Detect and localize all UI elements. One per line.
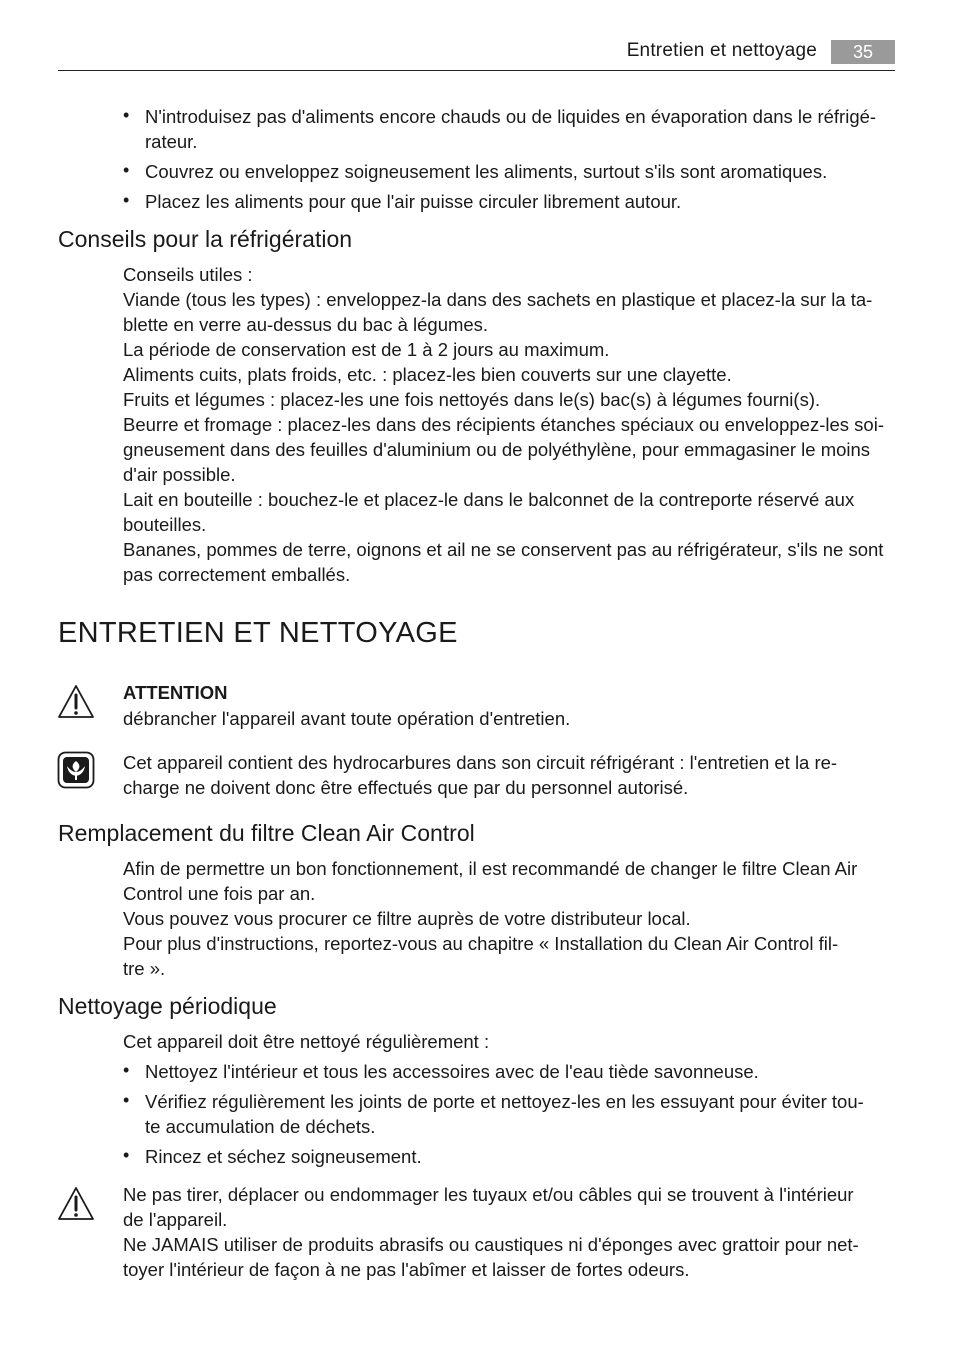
bullet-dot: • [123,1090,130,1110]
filtre-body [123,856,857,981]
environment-note [123,750,837,800]
header-title: Entretien et nettoyage [626,40,817,61]
bullet-dot: • [123,1060,130,1080]
filtre-line: Control une fois par an. [123,883,316,904]
conseils-line: Beurre et fromage : placez-les dans des récipients étanches spéciaux ou enveloppez-les soi- [123,414,884,435]
conseils-line: d'air possible. [123,464,236,485]
nettoyage-bullet-2-line-1: Vérifiez régulièrement les joints de porte et nettoyez-les en les essuyant pour éviter tou- [145,1091,864,1112]
bullet-dot: • [123,160,130,180]
filtre-line: Pour plus d'instructions, reportez-vous au chapitre « Installation du Clean Air Control fil- [123,933,839,954]
conseils-line: bouteilles. [123,514,207,535]
env-note-line: Cet appareil contient des hydrocarbures dans son circuit réfrigérant : l'entretien et la re- [123,752,838,773]
intro-bullet-3: Placez les aliments pour que l'air puisse circuler librement autour. [145,191,682,212]
nettoyage-bullet-3: Rincez et séchez soigneusement. [145,1146,422,1167]
intro-bullet-1-line-2: rateur. [145,131,198,152]
conseils-line: blette en verre au-dessus du bac à légumes. [123,314,489,335]
page-header [58,40,895,70]
header-divider [58,70,895,71]
bullet-dot: • [123,1145,130,1165]
nettoyage-intro: Cet appareil doit être nettoyé régulièrement : [123,1031,490,1052]
bullet-dot: • [123,190,130,210]
conseils-line: Lait en bouteille : bouchez-le et placez-le dans le balconnet de la contreporte réservé aux [123,489,855,510]
final-warning [123,1182,859,1282]
final-warning-line: de l'appareil. [123,1209,228,1230]
conseils-line: Bananes, pommes de terre, oignons et ail ne se conservent pas au réfrigérateur, s'ils ne sont [123,539,884,560]
nettoyage-bullet-2-line-2: te accumulation de déchets. [145,1116,376,1137]
filtre-line: tre ». [123,958,166,979]
section-title: ENTRETIEN ET NETTOYAGE [58,617,458,649]
env-note-line: charge ne doivent donc être effectués que par du personnel autorisé. [123,777,689,798]
warning-triangle-icon [57,1186,95,1224]
nettoyage-bullet-1: Nettoyez l'intérieur et tous les accessoires avec de l'eau tiède savonneuse. [145,1061,759,1082]
conseils-heading: Conseils pour la réfrigération [58,226,353,252]
conseils-line: pas correctement emballés. [123,564,351,585]
conseils-line: La période de conservation est de 1 à 2 jours au maximum. [123,339,610,360]
attention-text: débrancher l'appareil avant toute opération d'entretien. [123,708,571,729]
nettoyage-heading: Nettoyage périodique [58,993,277,1019]
final-warning-line: Ne pas tirer, déplacer ou endommager les tuyaux et/ou câbles qui se trouvent à l'intérieur [123,1184,854,1205]
filtre-line: Afin de permettre un bon fonctionnement, il est recommandé de changer le filtre Clean Air [123,858,858,879]
final-warning-line: Ne JAMAIS utiliser de produits abrasifs ou caustiques ni d'éponges avec grattoir pour net- [123,1234,859,1255]
conseils-line: Viande (tous les types) : enveloppez-la dans des sachets en plastique et placez-la sur la ta- [123,289,873,310]
intro-bullet-1-line-1: N'introduisez pas d'aliments encore chauds ou de liquides en évaporation dans le réfrigé- [145,106,877,127]
bullet-dot: • [123,105,130,125]
conseils-line: Fruits et légumes : placez-les une fois nettoyés dans le(s) bac(s) à légumes fourni(s). [123,389,821,410]
conseils-line: gneusement dans des feuilles d'aluminium ou de polyéthylène, pour emmagasiner le moins [123,439,871,460]
intro-bullet-2: Couvrez ou enveloppez soigneusement les aliments, surtout s'ils sont aromatiques. [145,161,828,182]
filtre-line: Vous pouvez vous procurer ce filtre auprès de votre distributeur local. [123,908,691,929]
attention-label: ATTENTION [123,682,228,703]
conseils-line: Aliments cuits, plats froids, etc. : placez-les bien couverts sur une clayette. [123,364,732,385]
conseils-body [123,262,884,587]
final-warning-line: toyer l'intérieur de façon à ne pas l'abîmer et laisser de fortes odeurs. [123,1259,690,1280]
warning-triangle-icon [57,684,95,722]
environment-icon [57,751,95,789]
conseils-line: Conseils utiles : [123,264,253,285]
filtre-heading: Remplacement du filtre Clean Air Control [58,820,475,846]
page-number: 35 [831,40,895,64]
